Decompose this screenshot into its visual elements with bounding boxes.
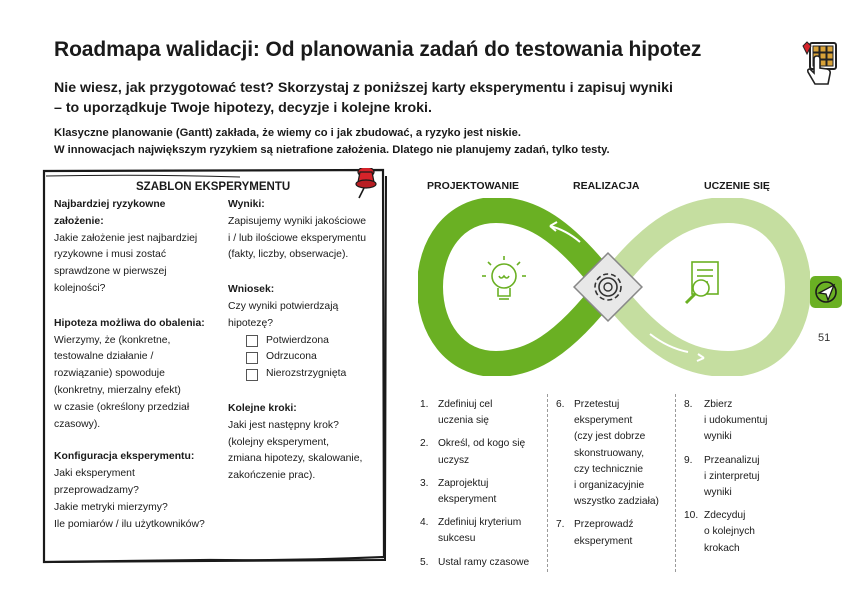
results-line: i / lub ilościowe eksperymentu xyxy=(228,232,367,244)
hypothesis-heading: Hipoteza możliwa do obalenia: xyxy=(54,317,205,329)
step-item: 7. Przeprowadź eksperyment xyxy=(556,519,634,547)
infinity-loop-diagram xyxy=(418,198,810,376)
option-label: Potwierdzona xyxy=(266,334,329,346)
hypothesis-line: w czasie (określony przedział xyxy=(54,401,190,413)
assumption-line: Jakie założenie jest najbardziej xyxy=(54,232,198,244)
step-item: 3. Zaprojektuj eksperyment xyxy=(420,477,497,506)
next-steps-line: zmiana hipotezy, skalowanie, xyxy=(228,453,363,465)
learning-steps xyxy=(684,397,794,564)
page-title: Roadmapa walidacji: Od planowania zadań do testowania hipotez xyxy=(54,38,702,61)
design-steps xyxy=(420,397,545,578)
step-item: 9. Przeanalizuj i zinterpretuj wyniki xyxy=(684,454,760,499)
intro-line-1: Klasyczne planowanie (Gantt) zakłada, że wiemy co i jak zbudować, a ryzyko jest niskie. xyxy=(54,127,521,139)
inconclusive-checkbox[interactable] xyxy=(246,369,258,381)
column-divider xyxy=(547,394,548,572)
confirmed-checkbox[interactable] xyxy=(246,335,258,347)
assumption-line: ryzykowne i musi zostać xyxy=(54,249,167,261)
card-left-column xyxy=(54,197,226,533)
subtitle-line-2: – to uporządkuje Twoje hipotezy, decyzje i kolejne kroki. xyxy=(54,100,432,116)
analysis-document-icon xyxy=(686,262,718,303)
step-item: 1. Zdefiniuj cel uczenia się xyxy=(420,399,493,427)
phase-execution-label: REALIZACJA xyxy=(573,180,640,192)
page-number: 51 xyxy=(818,332,831,344)
step-item: 6. Przetestuj eksperyment (czy jest dobrze skonstruowany, czy technicznie i organizacyjnie wszystko zadziała) xyxy=(556,399,659,508)
hypothesis-line: testowalne działanie / xyxy=(54,351,154,363)
phase-learning-label: UCZENIE SIĘ xyxy=(704,180,770,192)
card-right-column xyxy=(228,197,376,485)
assumption-line: sprawdzone w pierwszej xyxy=(54,266,167,278)
option-confirmed[interactable] xyxy=(228,333,376,350)
assumption-heading-1: Najbardziej ryzykowne xyxy=(54,199,166,210)
lightbulb-icon xyxy=(482,256,526,299)
next-steps-line: Jaki jest następny krok? xyxy=(228,419,339,431)
touch-grid-icon xyxy=(800,40,840,86)
results-heading: Wyniki: xyxy=(228,199,265,210)
card-title: SZABLON EKSPERYMENTU xyxy=(136,181,291,193)
results-line: Zapisujemy wyniki jakościowe xyxy=(228,215,367,227)
intro-line-2: W innowacjach największym ryzykiem są nietrafione założenia. Dlatego nie planujemy zadań, tylko testy. xyxy=(54,143,610,156)
option-inconclusive[interactable] xyxy=(228,366,376,383)
option-label: Odrzucona xyxy=(266,351,317,363)
conclusion-line: Czy wyniki potwierdzają xyxy=(228,300,339,312)
option-label: Nierozstrzygnięta xyxy=(266,368,347,380)
step-item: 8. Zbierz i udokumentuj wyniki xyxy=(684,399,768,443)
column-divider xyxy=(675,394,676,572)
step-item: 4. Zdefiniuj kryterium sukcesu xyxy=(420,517,522,545)
hypothesis-line: (konkretny, mierzalny efekt) xyxy=(54,384,181,396)
results-line: (fakty, liczby, obserwacje). xyxy=(228,249,349,261)
conclusion-line: hipotezę? xyxy=(228,317,274,329)
next-steps-line: (kolejny eksperyment, xyxy=(228,436,330,448)
step-item: 10. Zdecyduj o kolejnych krokach xyxy=(684,510,755,554)
configuration-line: Ile pomiarów / ilu użytkowników? xyxy=(54,518,205,530)
configuration-line: Jakie metryki mierzymy? xyxy=(54,501,168,513)
hypothesis-line: czasowy). xyxy=(54,418,101,430)
page-subtitle xyxy=(54,78,734,118)
configuration-line: przeprowadzamy? xyxy=(54,484,139,496)
step-item: 2. Określ, od kogo się uczysz xyxy=(420,438,526,466)
conclusion-heading: Wniosek: xyxy=(228,284,275,296)
intro-text xyxy=(54,125,754,158)
execution-steps xyxy=(556,397,671,557)
paper-plane-icon xyxy=(810,276,842,308)
next-steps-heading: Kolejne kroki: xyxy=(228,402,297,414)
rejected-checkbox[interactable] xyxy=(246,352,258,364)
step-item: 5. Ustal ramy czasowe xyxy=(420,556,530,568)
next-steps-line: zakończenie prac). xyxy=(228,470,316,482)
assumption-heading-2: założenie: xyxy=(54,215,104,227)
option-rejected[interactable] xyxy=(228,349,376,366)
configuration-heading: Konfiguracja eksperymentu: xyxy=(54,451,195,463)
hypothesis-line: Wierzymy, że (konkretne, xyxy=(54,334,171,346)
configuration-line: Jaki eksperyment xyxy=(54,468,135,480)
hypothesis-line: rozwiązanie) spowoduje xyxy=(54,368,165,380)
assumption-line: kolejności? xyxy=(54,282,106,294)
phase-design-label: PROJEKTOWANIE xyxy=(427,180,519,192)
subtitle-line-1: Nie wiesz, jak przygotować test? Skorzystaj z poniższej karty eksperymentu i zapisuj wyniki xyxy=(54,80,673,96)
